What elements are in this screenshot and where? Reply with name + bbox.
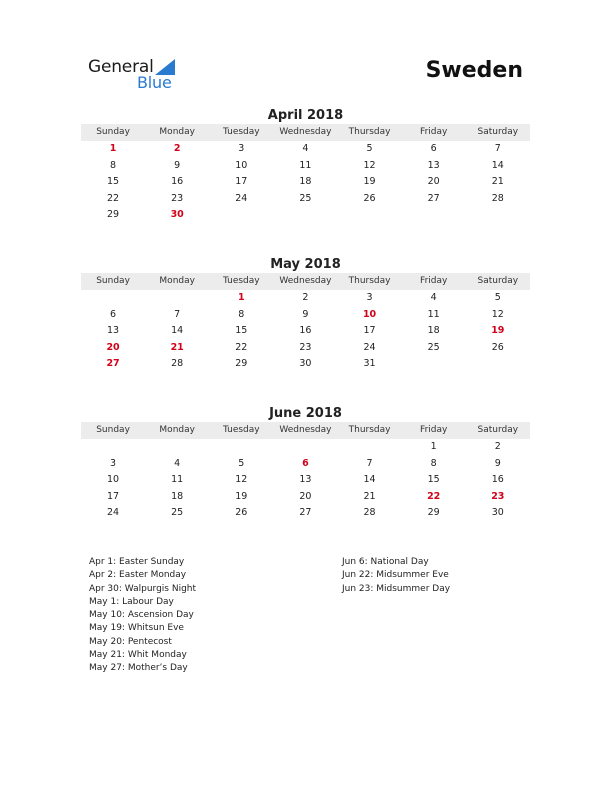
week-row [81,505,530,522]
weekday-label: Saturday [477,276,519,286]
calendar-date [209,207,273,224]
calendar-date [466,356,530,373]
calendar-date: 25 [171,507,184,519]
calendar-date: 5 [366,143,373,154]
calendar-date: 27 [427,192,440,204]
month-calendar [81,107,530,224]
calendar-date: 31 [363,358,376,370]
brand-logo [88,57,188,93]
month-calendar [81,256,530,373]
week-row [81,323,530,340]
weekday-label: Friday [420,425,448,435]
weekday-label: Wednesday [279,425,332,435]
calendar-date: 13 [427,159,440,171]
calendar-date: 2 [302,292,309,303]
calendar-date: 22 [107,192,120,204]
holiday-list-right [342,556,450,596]
weekday-header [81,273,530,290]
calendar-date: 14 [491,159,504,171]
calendar-date: 6 [110,308,117,320]
calendar-date: 21 [491,176,504,188]
weekday-label: Tuesday [223,127,260,137]
calendar-date: 7 [174,308,181,320]
calendar-date: 7 [494,143,501,154]
holiday-date: 22 [427,490,441,502]
holiday-entry: Apr 2: Easter Monday [89,570,187,581]
calendar-date: 25 [427,341,440,353]
calendar-date [209,439,273,456]
holiday-entry: May 10: Ascension Day [89,610,194,621]
country-title: Sweden [425,58,523,83]
calendar-date: 3 [366,292,373,303]
holiday-entry: May 27: Mother’s Day [89,663,188,674]
holiday-entry: May 21: Whit Monday [89,650,187,661]
weekday-label: Thursday [348,276,391,286]
calendar-date [81,290,145,307]
calendar-date [338,207,402,224]
calendar-date: 16 [171,176,184,188]
calendar-date: 13 [299,474,312,486]
calendar-date: 25 [299,192,312,204]
calendar-date: 2 [494,441,501,452]
logo-text-blue: Blue [137,73,172,92]
calendar-date: 28 [491,192,504,204]
calendar-date [145,439,209,456]
calendar-date: 23 [299,341,312,353]
calendar-date: 24 [363,341,376,353]
week-row [81,174,530,191]
calendar-date [145,290,209,307]
holiday-date: 21 [170,341,184,353]
calendar-date [273,439,337,456]
week-row [81,472,530,489]
calendar-date: 30 [491,507,504,519]
calendar-date: 30 [299,358,312,370]
holiday-date: 30 [170,209,184,221]
calendar-date: 5 [494,292,501,303]
calendar-date: 6 [430,143,437,154]
weekday-label: Monday [159,276,195,286]
holiday-date: 20 [106,341,120,353]
calendar-date: 9 [494,457,501,469]
week-row [81,307,530,324]
month-calendar [81,405,530,522]
weekday-label: Saturday [477,425,519,435]
calendar-date: 3 [110,457,117,469]
calendar-date: 15 [427,474,440,486]
calendar-date: 16 [491,474,504,486]
week-row [81,356,530,373]
holiday-date: 27 [106,358,120,370]
calendar-date [402,207,466,224]
month-title: June 2018 [269,406,342,421]
week-row [81,191,530,208]
week-row [81,489,530,506]
holiday-entry: May 1: Labour Day [89,596,174,607]
holiday-date: 19 [491,325,505,337]
calendar-date: 19 [235,490,248,502]
calendar-date: 8 [238,308,245,320]
holiday-date: 1 [238,292,245,303]
calendar-date: 9 [302,308,309,320]
calendar-date: 18 [427,325,440,337]
holiday-date: 10 [362,308,377,320]
calendar-date [338,439,402,456]
calendar-date: 18 [299,176,312,188]
calendar-date: 19 [363,176,376,188]
calendar-date: 29 [427,507,440,519]
calendar-date: 15 [235,325,248,337]
holiday-entry: Jun 23: Midsummer Day [342,583,451,594]
weekday-label: Tuesday [223,276,260,286]
calendar-date: 8 [430,457,437,469]
weekday-label: Monday [159,127,195,137]
weekday-label: Saturday [477,127,519,137]
calendar-date: 28 [171,358,184,370]
calendar-date: 26 [235,507,248,519]
weekday-header [81,422,530,439]
logo-text-general: General [88,57,154,77]
holiday-date: 1 [109,143,117,154]
calendar-date [273,207,337,224]
week-row [81,340,530,357]
holiday-entry: May 19: Whitsun Eve [89,623,184,634]
calendar-date: 10 [107,474,120,486]
calendar-date: 9 [174,159,181,171]
calendar-date: 29 [107,209,120,221]
weekday-label: Wednesday [279,127,332,137]
calendar-date: 8 [110,159,117,171]
holiday-entry: May 20: Pentecost [89,636,172,647]
calendar-date: 24 [107,507,120,519]
calendar-date: 15 [107,176,120,188]
weekday-label: Sunday [96,276,130,286]
calendar-date: 12 [491,308,504,320]
calendar-date: 14 [171,325,184,337]
calendar-date: 12 [363,159,376,171]
calendar-date: 1 [430,441,437,452]
calendar-date [402,356,466,373]
calendar-date: 24 [235,192,248,204]
calendar-date: 17 [235,176,248,188]
calendar-date: 20 [427,176,440,188]
calendar-date: 4 [302,143,309,154]
calendar-date: 11 [299,159,312,171]
holiday-list-left [89,556,196,676]
week-row [81,439,530,456]
holiday-entry: Jun 22: Midsummer Eve [342,570,449,581]
weekday-label: Friday [420,276,448,286]
month-title: April 2018 [267,108,344,123]
calendar-date [81,439,145,456]
weekday-label: Monday [159,425,195,435]
holiday-entry: Apr 1: Easter Sunday [89,557,185,567]
holiday-entry: Apr 30: Walpurgis Night [89,583,197,594]
weekday-header [81,124,530,141]
calendar-date: 23 [171,192,184,204]
holiday-entry: Jun 6: National Day [342,557,429,567]
holiday-date: 23 [491,490,505,502]
calendar-date: 20 [299,490,312,502]
weekday-label: Sunday [96,425,130,435]
calendar-date: 5 [238,457,245,469]
weekday-label: Wednesday [279,276,332,286]
calendar-date: 12 [235,474,248,486]
calendar-date: 10 [235,159,248,171]
calendar-date: 21 [363,490,376,502]
month-title: May 2018 [270,257,341,272]
calendar-date: 13 [107,325,120,337]
weekday-label: Tuesday [223,425,260,435]
calendar-date: 22 [235,341,248,353]
calendar-date: 3 [238,143,245,154]
calendar-date: 17 [363,325,376,337]
calendar-date [466,207,530,224]
calendar-date: 4 [174,457,181,469]
calendar-date: 4 [430,292,437,303]
holiday-date: 6 [302,457,309,469]
calendar-date: 11 [171,474,184,486]
week-row [81,207,530,224]
calendar-date: 29 [235,358,248,370]
weekday-label: Thursday [348,425,391,435]
calendar-date: 14 [363,474,376,486]
calendar-date: 16 [299,325,312,337]
weekday-label: Thursday [348,127,391,137]
calendar-date: 26 [363,192,376,204]
week-row [81,456,530,473]
week-row [81,290,530,307]
calendar-date: 18 [171,490,184,502]
calendar-date: 7 [366,457,373,469]
calendar-date: 17 [107,490,120,502]
weekday-label: Friday [420,127,448,137]
calendar-date: 28 [363,507,376,519]
calendar-date: 27 [299,507,312,519]
week-row [81,141,530,158]
calendar-date: 26 [491,341,504,353]
holiday-date: 2 [173,143,181,154]
calendar-date: 11 [427,308,440,320]
weekday-label: Sunday [96,127,130,137]
week-row [81,158,530,175]
